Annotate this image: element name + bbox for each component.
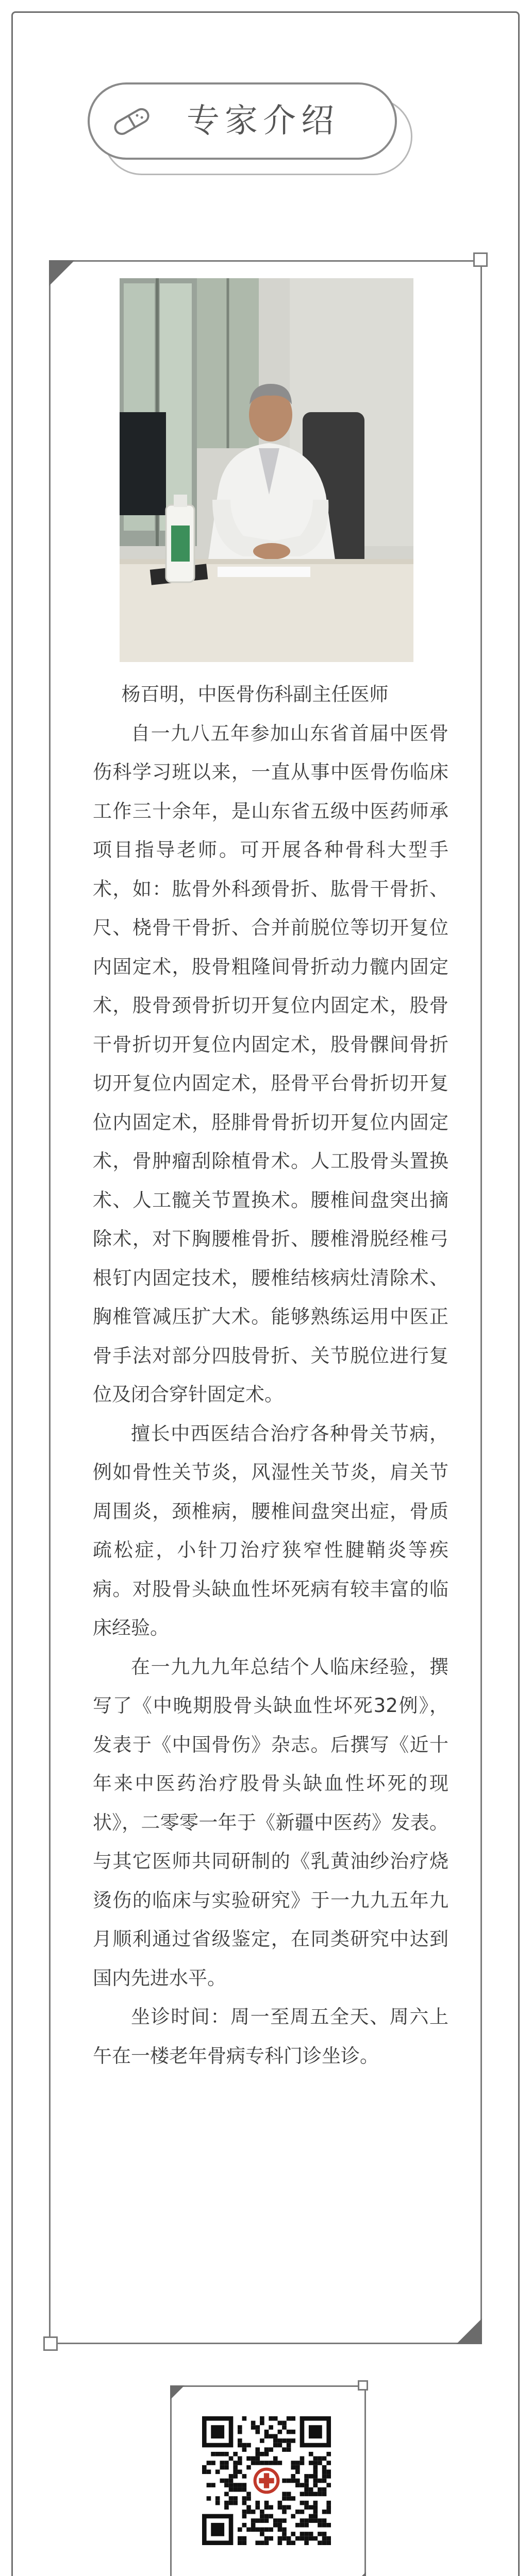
corner-square — [43, 2336, 58, 2351]
doctor-name-line: 杨百明，中医骨伤科副主任医师 — [121, 683, 389, 705]
bio-paragraph: 在一九九九年总结个人临床经验，撰写了《中晚期股骨头缺血性坏死32例》，发表于《中国骨伤》杂志。后撰写《近十年来中医药治疗股骨头缺血性坏死的现状》，二零零一年于《新疆中医药》发表。与其它医师共同研制的《乳黄油纱治疗烧烫伤的临床与实验研究》于一九九五年九月顺利通过省级鉴定，在同类研究中达到国内先进水平。 — [93, 1655, 448, 1989]
corner-triangle — [456, 2318, 482, 2344]
bio-paragraph: 自一九八五年参加山东省首届中医骨伤科学习班以来，一直从事中医骨伤临床工作三十余年，是山东省五级中医药师承项目指导老师。可开展各种骨科大型手术，如：肱骨外科颈骨折、肱骨干骨折、尺、桡骨干骨折、合并前脱位等切开复位内固定术，股骨粗隆间骨折动力髋内固定术，股骨颈骨折切开复位内固定术，股骨干骨折切开复位内固定术，股骨髁间骨折切开复位内固定术，胫骨平台骨折切开复位内固定术，胫腓骨骨折切开复位内固定术，骨肿瘤刮除植骨术。人工股骨头置换术、人工髋关节置换术。腰椎间盘突出摘除术，对下胸腰椎骨折、腰椎滑脱经椎弓根钉内固定技术，腰椎结核病灶清除术、胸椎管减压扩大术。能够熟练运用中医正骨手法对部分四肢骨折、关节脱位进行复位及闭合穿针固定术。 — [93, 722, 448, 1405]
qr-code[interactable] — [202, 2416, 331, 2545]
page-title: 专家介绍 — [187, 102, 339, 140]
bio-paragraph: 擅长中西医结合治疗各种骨关节病，例如骨性关节炎，风湿性关节炎，肩关节周围炎，颈椎病，腰椎间盘突出症，骨质疏松症，小针刀治疗狭窄性腱鞘炎等疾病。对股骨头缺血性坏死病有较丰富的临床经验。 — [93, 1422, 448, 1639]
bio-paragraph: 坐诊时间：周一至周五全天、周六上午在一楼老年骨病专科门诊坐诊。 — [93, 2006, 448, 2067]
corner-triangle — [352, 2572, 366, 2576]
medicine-capsule-icon — [108, 106, 155, 137]
corner-triangle — [49, 260, 75, 286]
corner-square — [358, 2380, 368, 2391]
doctor-bio — [93, 675, 448, 2075]
doctor-photo — [120, 278, 413, 662]
corner-square — [473, 252, 488, 267]
corner-triangle — [170, 2385, 185, 2400]
